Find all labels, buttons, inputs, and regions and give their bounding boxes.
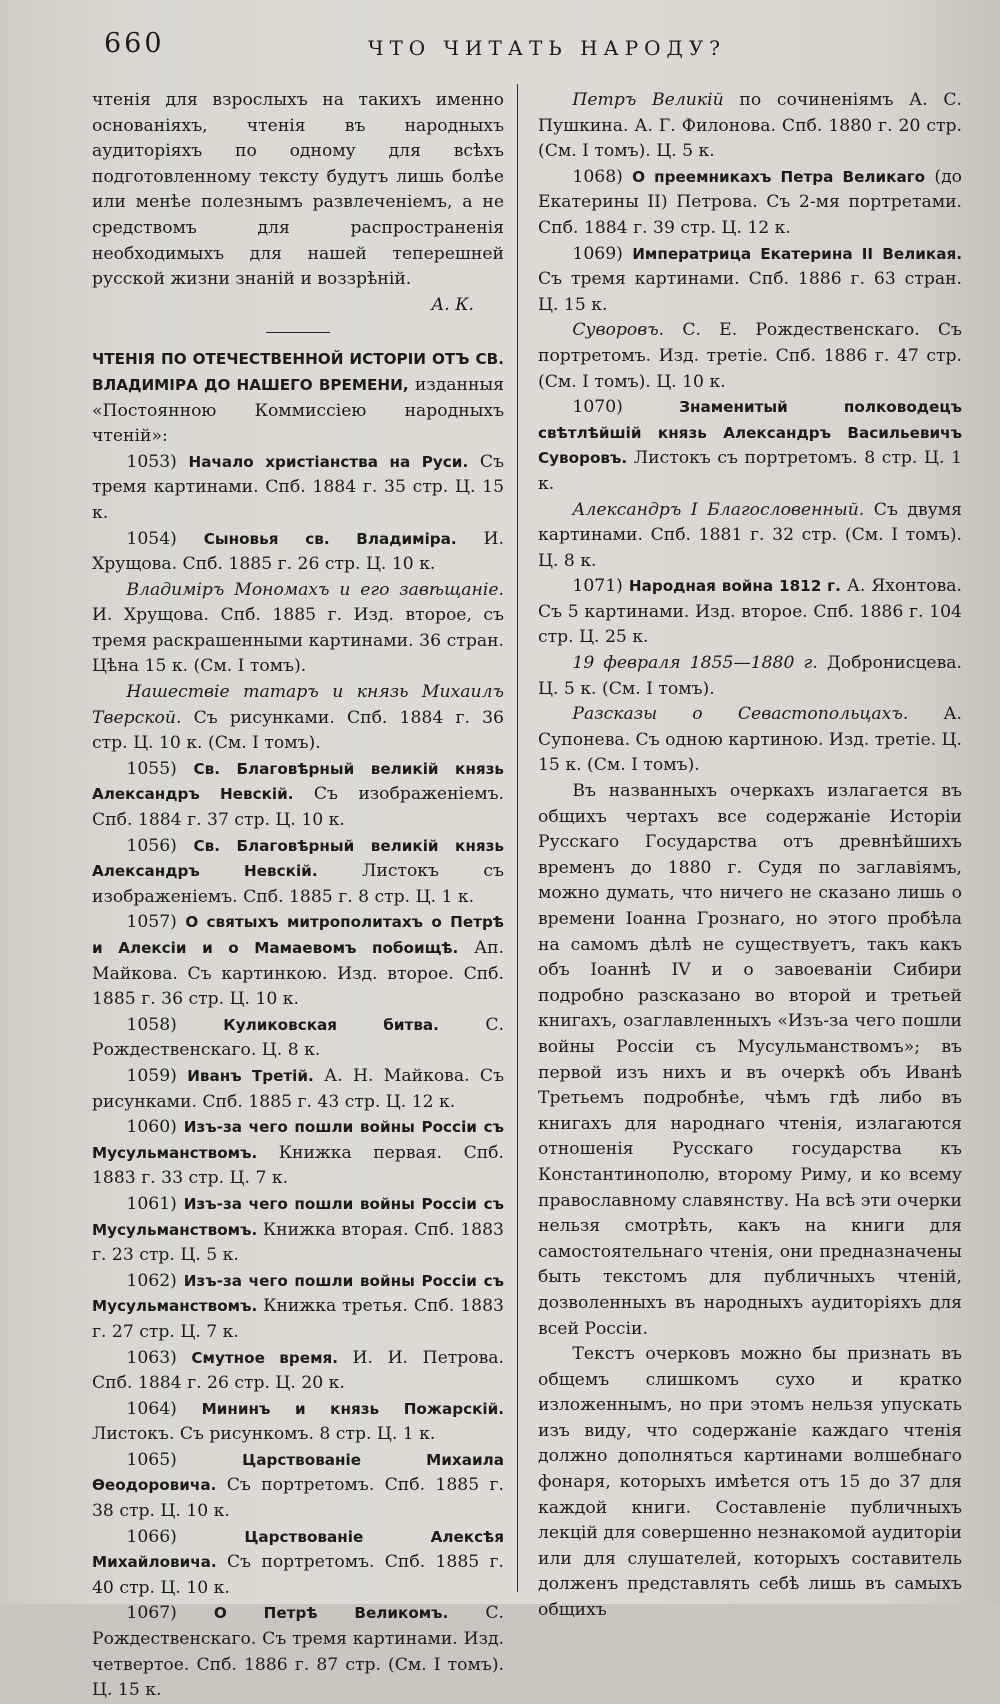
entry-number: 1066) (126, 1526, 177, 1547)
entry-number: 1063) (126, 1347, 177, 1368)
catalog-entry (538, 702, 962, 779)
entry-title-italic: Суворовъ. (572, 320, 665, 341)
catalog-entry (92, 1525, 504, 1602)
catalog-entry (92, 527, 504, 578)
entry-number: 1057) (126, 912, 177, 933)
entry-details: Добронисцева. Ц. 5 к. (См. I томъ). (538, 653, 962, 699)
catalog-entry (92, 1397, 504, 1448)
catalog-entry (92, 1192, 504, 1269)
running-title: ЧТО ЧИТАТЬ НАРОДУ? (368, 36, 726, 60)
left-column (92, 88, 504, 1704)
catalog-entry (538, 651, 962, 702)
entry-title-italic: Петръ Великій (572, 90, 724, 110)
catalog-entry (538, 395, 962, 497)
entry-number: 1059) (126, 1065, 177, 1086)
left-entry-list (92, 450, 504, 1704)
section-subtitle: изданныя «Постоянною Коммиссіею народныхъ чтеній»: (92, 374, 504, 447)
entry-title: О Петрѣ Великомъ. (213, 1604, 449, 1623)
entry-number: 1071) (572, 576, 623, 597)
catalog-entry (92, 1115, 504, 1192)
entry-number: 1068) (572, 166, 623, 187)
entry-title-italic: Александръ I Благословенный. (572, 499, 865, 520)
entry-number: 1055) (126, 758, 177, 779)
entry-number: 1058) (126, 1014, 177, 1035)
entry-number: 1069) (572, 243, 623, 264)
entry-title: Сыновья св. Владиміра. (203, 529, 457, 548)
section-separator (266, 332, 330, 333)
entry-title: Начало христіанства на Руси. (188, 452, 469, 471)
entry-number: 1054) (126, 528, 177, 549)
entry-details: А. Яхонтова. Съ 5 картинами. Изд. второе. Спб. 1886 г. 104 стр. Ц. 25 к. (538, 576, 962, 648)
catalog-entry (92, 450, 504, 527)
intro-paragraph: чтенія для взрослыхъ на такихъ именно основаніяхъ, чтенія въ народныхъ аудиторіяхъ по одному для всѣхъ подготовленному тексту будутъ лишь болѣе или менѣе полезнымъ развлеченіемъ, а не средствомъ для распространенія необходимыхъ для нашей теперешней русской жизни знаній и воззрѣній. (92, 90, 504, 290)
entry-title: Царствованіе Алексѣя Михайловича. (92, 1527, 504, 1572)
entry-title-italic: Нашествіе татаръ и князь Михаилъ Тверской. (92, 682, 504, 728)
entry-title: Св. Благовѣрный великій князь Александръ Невскій. (92, 759, 504, 804)
entry-details: Съ двумя картинами. Спб. 1881 г. 32 стр. (См. I томъ). Ц. 8 к. (538, 499, 962, 571)
catalog-entry (92, 578, 504, 680)
entry-title: Народная война 1812 г. (628, 577, 841, 596)
entry-title: Мининъ и князь Пожарскій. (201, 1399, 505, 1418)
catalog-entry (92, 1013, 504, 1064)
entry-details: А. Супонева. Съ одною картиною. Изд. третіе. Ц. 15 к. (См. I томъ). (538, 704, 963, 776)
entry-details: (до Екатерины II) Петрова. Съ 2-мя портретами. Спб. 1884 г. 39 стр. Ц. 12 к. (538, 166, 962, 238)
entry-details: Ап. Майкова. Съ картинкою. Изд. второе. Спб. 1885 г. 36 стр. Ц. 10 к. (92, 938, 505, 1010)
review-paragraph-2: Текстъ очерковъ можно бы признать въ общемъ слишкомъ сухо и кратко изложеннымъ, но при этомъ нельзя упускать изъ виду, что содержаніе каждаго чтенія должно дополняться картинами волшебнаго фонаря, которыхъ имѣется отъ 15 до 37 для каждой книги. Составленіе публичныхъ лекцій для совершенно незнакомой аудиторіи или для слушателей, которыхъ составитель долженъ представлять себѣ лишь въ самыхъ общихъ (538, 1344, 962, 1621)
entry-title: Изъ-за чего пошли войны Россіи съ Мусульманствомъ. (92, 1118, 504, 1162)
page-header (0, 28, 1000, 68)
entry-title: Св. Благовѣрный великій князь Александръ Невскій. (92, 836, 504, 881)
catalog-entry (538, 318, 962, 395)
entry-number: 1060) (126, 1117, 177, 1138)
right-entry-list (538, 88, 962, 779)
column-divider (517, 84, 518, 1592)
entry-number: 1053) (126, 451, 177, 472)
entry-details: Съ рисунками. Спб. 1884 г. 36 стр. Ц. 10 к. (См. I томъ). (92, 707, 504, 754)
entry-details: Листокъ съ изображеніемъ. Спб. 1885 г. 8 стр. Ц. 1 к. (92, 861, 504, 907)
entry-details: Книжка третья. Спб. 1883 г. 27 стр. Ц. 7 к. (92, 1296, 504, 1342)
entry-title: О преемникахъ Петра Великаго (632, 167, 926, 186)
entry-details: И. Хрущова. Спб. 1885 г. Изд. второе, съ тремя раскрашенными картинами. 36 стран. Цѣна 15 к. (См. I томъ). (92, 605, 504, 677)
catalog-entry (92, 757, 504, 834)
catalog-entry (538, 165, 962, 242)
catalog-entry (92, 1269, 504, 1346)
catalog-entry (92, 910, 504, 1012)
catalog-entry (92, 1064, 504, 1115)
entry-title: Царствованіе Михаила Ѳеодоровича. (92, 1450, 504, 1495)
section-heading (92, 347, 504, 449)
entry-title: Знаменитый полководецъ свѣтлѣйшій князь Александръ Васильевичъ Суворовъ. (538, 398, 963, 468)
catalog-entry (92, 680, 504, 757)
catalog-entry (92, 1448, 504, 1525)
entry-number: 1070) (572, 397, 623, 418)
entry-title-italic: Владиміръ Мономахъ и его завѣщаніе. (126, 579, 504, 600)
right-column (538, 88, 962, 1624)
entry-details: Съ изображеніемъ. Спб. 1884 г. 37 стр. Ц. 10 к. (92, 784, 504, 831)
entry-number: 1064) (126, 1398, 177, 1419)
review-paragraph-1: Въ названныхъ очеркахъ излагается въ общихъ чертахъ все содержаніе Исторіи Русскаго Государства отъ древнѣйшихъ временъ до 1880 г. Судя по заглавіямъ, можно думать, что ничего не сказано лишь о времени Іоанна Грознаго, но этого пробѣла на самомъ дѣлѣ не существуетъ, такъ какъ объ Іоаннѣ IV и о завоеваніи Сибири подробно разсказано во второй и третьей книгахъ, озаглавленныхъ «Изъ-за чего пошли войны Россіи съ Мусульманствомъ»; въ первой изъ нихъ и въ очеркѣ объ Иванѣ Третьемъ подробнѣе, чѣмъ гдѣ либо въ книгахъ для народнаго чтенія, излагаются отношенія Русскаго государства къ Константинополю, второму Риму, и ко всему православному славянству. На всѣ эти очерки нельзя смотрѣть, какъ на книги для самостоятельнаго чтенія, они предназначены быть текстомъ для публичныхъ чтеній, дозволенныхъ въ народныхъ аудиторіяхъ для всей Россіи. (538, 781, 962, 1339)
entry-title: О святыхъ митрополитахъ о Петрѣ и Алексіи и о Мамаевомъ побоищѣ. (92, 913, 504, 957)
catalog-entry (538, 242, 962, 319)
entry-details: Листокъ. Съ рисункомъ. 8 стр. Ц. 1 к. (92, 1424, 436, 1445)
catalog-entry (92, 1601, 504, 1703)
entry-details: Книжка вторая. Спб. 1883 г. 23 стр. Ц. 5 к. (92, 1219, 504, 1266)
entry-number: 1067) (126, 1603, 177, 1624)
entry-title: Императрица Екатерина II Великая. (632, 244, 962, 263)
catalog-entry (538, 88, 962, 165)
entry-details: Съ тремя картинами. Спб. 1884 г. 35 стр. Ц. 15 к. (92, 451, 504, 523)
catalog-entry (92, 1346, 504, 1397)
catalog-entry (538, 498, 962, 575)
entry-details: Съ тремя картинами. Спб. 1886 г. 63 стран. Ц. 15 к. (538, 269, 962, 315)
entry-title: Иванъ Третій. (187, 1066, 314, 1085)
catalog-entry (538, 574, 962, 651)
entry-details: С. Рождественскаго. Съ тремя картинами. Изд. четвертое. Спб. 1886 г. 87 стр. (См. I томъ). Ц. 15 к. (92, 1603, 505, 1701)
entry-details: И. И. Петрова. Спб. 1884 г. 26 стр. Ц. 20 к. (92, 1347, 504, 1394)
entry-details: Съ портретомъ. Спб. 1885 г. 38 стр. Ц. 10 к. (92, 1475, 504, 1522)
entry-number: 1062) (126, 1270, 177, 1291)
entry-number: 1065) (126, 1449, 177, 1470)
entry-title: Изъ-за чего пошли войны Россіи съ Мусульманствомъ. (92, 1194, 504, 1239)
section-title: ЧТЕНІЯ ПО ОТЕЧЕСТВЕННОЙ ИСТОРІИ ОТЪ СВ. ВЛАДИМІРА ДО НАШЕГО ВРЕМЕНИ, (92, 350, 504, 394)
page-number: 660 (104, 28, 165, 59)
entry-title: Куликовская битва. (223, 1015, 439, 1034)
entry-details: Съ портретомъ. Спб. 1885 г. 40 стр. Ц. 10 к. (92, 1552, 504, 1598)
entry-details: А. Н. Майкова. Съ рисунками. Спб. 1885 г. 43 стр. Ц. 12 к. (92, 1065, 505, 1112)
entry-details: С. Рождественскаго. Ц. 8 к. (92, 1014, 504, 1061)
entry-details: по сочиненіямъ А. С. Пушкина. А. Г. Филонова. Спб. 1880 г. 20 стр. (См. I томъ). Ц. 5 к. (538, 90, 962, 162)
entry-title-italic: Разсказы о Севастопольцахъ. (572, 704, 909, 725)
entry-title: Изъ-за чего пошли войны Россіи съ Мусульманствомъ. (92, 1271, 504, 1316)
catalog-entry (92, 834, 504, 911)
entry-title: Смутное время. (191, 1348, 338, 1367)
entry-number: 1056) (126, 835, 177, 856)
entry-title-italic: 19 февраля 1855—1880 г. (572, 653, 818, 674)
entry-details: Листокъ съ портретомъ. 8 стр. Ц. 1 к. (538, 448, 962, 494)
entry-number: 1061) (126, 1193, 177, 1214)
entry-details: И. Хрущова. Спб. 1885 г. 26 стр. Ц. 10 к. (92, 528, 505, 575)
signature: А. К. (431, 294, 474, 315)
entry-details: Книжка первая. Спб. 1883 г. 33 стр. Ц. 7 к. (92, 1142, 504, 1189)
entry-details: С. Е. Рождественскаго. Съ портретомъ. Изд. третіе. Спб. 1886 г. 47 стр. (См. I томъ). Ц. 10 к. (538, 320, 962, 392)
